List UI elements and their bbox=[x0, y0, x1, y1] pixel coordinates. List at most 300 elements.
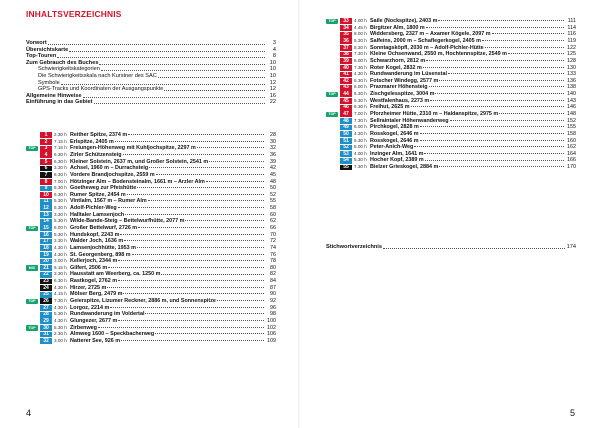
tour-number: 18 bbox=[40, 245, 52, 251]
tour-page: 28 bbox=[270, 132, 276, 139]
tour-number: 36 bbox=[340, 38, 352, 44]
tour-duration: 4.30 h bbox=[54, 317, 67, 323]
tour-entry[interactable] bbox=[326, 31, 576, 38]
tour-number: 43 bbox=[340, 85, 352, 91]
index-entry[interactable] bbox=[326, 244, 576, 251]
tour-page: 66 bbox=[270, 224, 276, 231]
leader-dots bbox=[69, 51, 265, 52]
tour-entry[interactable] bbox=[326, 111, 576, 118]
tour-page: 160 bbox=[567, 137, 576, 144]
leader-dots bbox=[482, 40, 564, 41]
tour-entry[interactable] bbox=[326, 64, 576, 71]
leader-dots bbox=[209, 161, 264, 162]
tour-entry[interactable] bbox=[26, 331, 276, 338]
tour-title: Gilfert, 2506 m bbox=[70, 264, 108, 271]
tour-page: 98 bbox=[270, 311, 276, 318]
tour-duration: 6.30 h bbox=[354, 77, 367, 83]
tour-number: 20 bbox=[40, 259, 52, 265]
tour-duration: 8.30 h bbox=[354, 44, 367, 50]
leader-dots bbox=[145, 313, 264, 314]
tour-number: 22 bbox=[40, 272, 52, 278]
tour-entry[interactable] bbox=[26, 232, 276, 239]
tour-duration: 6.30 h bbox=[54, 151, 67, 157]
tour-number: 29 bbox=[40, 318, 52, 324]
tour-title: Kleiner Solstein, 2637 m, und Großer Solstein, 2541 m bbox=[70, 158, 209, 165]
toc-entry-page: 12 bbox=[269, 79, 276, 86]
tour-number: 28 bbox=[40, 312, 52, 318]
tour-entry[interactable] bbox=[26, 291, 276, 298]
tour-title: Rundwanderung im Lüsenstal bbox=[370, 71, 447, 78]
tour-entry[interactable] bbox=[26, 318, 276, 325]
tour-title: Hundskopf, 2243 m bbox=[70, 231, 120, 238]
tour-duration: 2.30 h bbox=[54, 331, 67, 337]
leader-dots bbox=[423, 67, 564, 68]
tour-page: 100 bbox=[267, 317, 276, 324]
tour-duration: 5.30 h bbox=[54, 324, 67, 330]
tour-number: 33 bbox=[340, 18, 352, 24]
tour-page: 60 bbox=[270, 211, 276, 218]
tour-duration: 6.15 h bbox=[54, 264, 67, 270]
index-page: 174 bbox=[566, 244, 576, 250]
tour-page: 140 bbox=[567, 91, 576, 98]
tour-title: Wilde-Bande-Steig – Bettelwurfhütte, 2077 m bbox=[70, 218, 185, 225]
tour-duration: 3.00 h bbox=[54, 337, 67, 343]
tour-title: Achsel, 1960 m – Durrachsteig bbox=[70, 165, 149, 172]
tour-duration: 6.00 h bbox=[354, 57, 367, 63]
leader-dots bbox=[155, 333, 264, 334]
toc-entry[interactable] bbox=[26, 86, 276, 93]
leader-dots bbox=[98, 327, 264, 328]
tour-duration: 3.30 h bbox=[54, 271, 67, 277]
tour-entry[interactable] bbox=[26, 285, 276, 292]
tour-entry[interactable] bbox=[26, 338, 276, 345]
leader-dots bbox=[156, 174, 264, 175]
tour-duration: 4.30 h bbox=[54, 304, 67, 310]
tour-duration: 3.30 h bbox=[54, 211, 67, 217]
tour-page: 155 bbox=[567, 124, 576, 131]
tour-title: Glungezer, 2677 m bbox=[70, 317, 118, 324]
tour-entry[interactable] bbox=[326, 18, 576, 25]
tour-entry[interactable] bbox=[26, 265, 276, 272]
tour-title: Widdersberg, 2327 m – Axamer Kögele, 2097 m bbox=[370, 31, 491, 38]
leader-dots bbox=[430, 100, 564, 101]
toc-entry[interactable] bbox=[26, 93, 276, 100]
tour-entry[interactable] bbox=[326, 144, 576, 151]
tour-entry[interactable] bbox=[26, 205, 276, 212]
tour-page: 164 bbox=[567, 150, 576, 157]
tour-number: 14 bbox=[40, 219, 52, 225]
leader-dots bbox=[120, 234, 264, 235]
tour-page: 109 bbox=[267, 337, 276, 344]
tour-number: 45 bbox=[340, 98, 352, 104]
tour-entry[interactable] bbox=[26, 139, 276, 146]
tour-entry[interactable] bbox=[326, 91, 576, 98]
tour-page: 72 bbox=[270, 238, 276, 245]
tour-duration: 4.15 h bbox=[54, 291, 67, 297]
tour-title: Zischgelesspitze, 3004 m bbox=[370, 91, 435, 98]
tour-title: Salfeins, 2000 m – Schaflegerkogel, 2405 m bbox=[370, 37, 481, 44]
right-page bbox=[300, 0, 600, 428]
tour-page: 87 bbox=[270, 284, 276, 291]
leader-dots bbox=[101, 70, 265, 71]
tour-title: Bielzer Grieskogel, 2884 m bbox=[370, 164, 439, 171]
toc-entry-title: Einführung in das Gebiet bbox=[26, 99, 93, 106]
tour-title: Hausstatt am Weerberg, ca. 1250 m bbox=[70, 271, 161, 278]
leader-dots bbox=[217, 300, 264, 301]
tour-entry[interactable] bbox=[26, 152, 276, 159]
tour-duration: 4.30 h bbox=[54, 251, 67, 257]
tour-number: 25 bbox=[40, 292, 52, 298]
leader-dots bbox=[439, 166, 564, 167]
tour-title: Reither Spitze, 2374 m bbox=[70, 132, 128, 139]
top-badge: TOP bbox=[326, 92, 338, 97]
tour-entry[interactable] bbox=[26, 252, 276, 259]
leader-dots bbox=[110, 307, 264, 308]
tour-duration: 7.30 h bbox=[354, 51, 367, 57]
tour-page: 128 bbox=[567, 57, 576, 64]
leader-dots bbox=[124, 240, 264, 241]
tour-title: Kleine Ochsenwand, 2550 m, Hochtennspitze, 2549 m bbox=[370, 51, 507, 58]
toc-entry-page: 8 bbox=[272, 53, 276, 60]
tour-number: 48 bbox=[340, 118, 352, 124]
leader-dots bbox=[450, 120, 565, 121]
tour-number: 6 bbox=[40, 166, 52, 172]
toc-entry-title: Symbole bbox=[38, 79, 60, 86]
tour-number: 17 bbox=[40, 239, 52, 245]
leader-dots bbox=[164, 90, 265, 91]
tour-entry[interactable] bbox=[326, 131, 576, 138]
tour-entry[interactable] bbox=[26, 145, 276, 152]
tour-entry[interactable] bbox=[26, 278, 276, 285]
tour-page: 133 bbox=[567, 71, 576, 78]
tour-duration: 3.30 h bbox=[54, 238, 67, 244]
tour-list-right bbox=[326, 18, 576, 171]
toc-entry[interactable] bbox=[26, 73, 276, 80]
tour-entry[interactable] bbox=[26, 298, 276, 305]
tour-duration: 3.00 h bbox=[54, 258, 67, 264]
leader-dots bbox=[125, 214, 264, 215]
tour-title: Halltaler Lamsenjoch bbox=[70, 211, 125, 218]
top-badge: TOP bbox=[26, 325, 38, 330]
tour-page: 76 bbox=[270, 251, 276, 258]
tour-page: 96 bbox=[270, 304, 276, 311]
tour-number: 26 bbox=[40, 298, 52, 304]
leader-dots bbox=[485, 47, 564, 48]
tour-entry[interactable] bbox=[326, 118, 576, 125]
toc-entry[interactable] bbox=[26, 47, 276, 54]
tour-page: 80 bbox=[270, 264, 276, 271]
toc-entry-title: Allgemeine Hinweise bbox=[26, 92, 82, 99]
tour-duration: 4.30 h bbox=[354, 130, 367, 136]
leader-dots bbox=[94, 103, 265, 104]
tour-duration: 6.00 h bbox=[354, 124, 367, 130]
leader-dots bbox=[118, 207, 264, 208]
tour-entry[interactable] bbox=[26, 305, 276, 312]
tour-number: 38 bbox=[340, 52, 352, 58]
tour-number: 9 bbox=[40, 186, 52, 192]
tour-title: St. Georgenberg, 898 m bbox=[70, 251, 131, 258]
tour-title: Freiungen-Höhenweg mit Kuhljochspitze, 2297 m bbox=[70, 145, 196, 152]
tour-entry[interactable] bbox=[326, 38, 576, 45]
tour-entry[interactable] bbox=[326, 71, 576, 78]
leader-dots bbox=[137, 187, 264, 188]
toc-entry-page: 22 bbox=[269, 99, 276, 106]
tour-page: 90 bbox=[270, 291, 276, 298]
toc-entry[interactable] bbox=[26, 60, 276, 67]
tour-title: Hirzer, 2725 m bbox=[70, 284, 107, 291]
tour-number: 19 bbox=[40, 252, 52, 258]
tour-entry[interactable] bbox=[26, 132, 276, 139]
tour-number: 50 bbox=[340, 131, 352, 137]
tour-duration: 5.30 h bbox=[354, 37, 367, 43]
tour-title: Großer Bettelwurf, 2726 m bbox=[70, 224, 138, 231]
tour-title: Zirbenweg bbox=[70, 324, 97, 331]
leader-dots bbox=[148, 200, 264, 201]
top-badge: TOP bbox=[26, 226, 38, 231]
tour-title: Freihut, 2625 m bbox=[370, 104, 410, 111]
tour-title: Hötzinger Alm – Bodensteinalm, 1661 m – Arzler Alm bbox=[70, 178, 205, 185]
tour-entry[interactable] bbox=[26, 258, 276, 265]
tour-number: 31 bbox=[40, 332, 52, 338]
tour-entry[interactable] bbox=[26, 172, 276, 179]
tour-title: Mölser Berg, 2479 m bbox=[70, 291, 123, 298]
toc-entry-title: GPS-Tracks und Koordinaten der Ausgangspunkte bbox=[38, 86, 164, 93]
tour-title: Schwarzhorn, 2812 m bbox=[370, 57, 426, 64]
leader-dots bbox=[420, 133, 564, 134]
tour-duration: 5.30 h bbox=[354, 97, 367, 103]
leader-dots bbox=[107, 287, 264, 288]
tour-number: 41 bbox=[340, 72, 352, 78]
tour-entry[interactable] bbox=[26, 185, 276, 192]
page-number-left: 4 bbox=[26, 408, 32, 418]
leader-dots bbox=[438, 20, 564, 21]
top-badge: TOP bbox=[26, 299, 38, 304]
leader-dots bbox=[123, 293, 264, 294]
tour-duration: 7.00 h bbox=[354, 110, 367, 116]
tour-entry[interactable] bbox=[326, 157, 576, 164]
tour-duration: 8.00 h bbox=[354, 31, 367, 37]
tour-title: Geierspitze, Lizumer Reckner, 2886 m, und Sonnenspitze bbox=[70, 298, 216, 305]
toc-entry-title: Vorwort bbox=[26, 40, 47, 46]
tour-duration: 6.30 h bbox=[354, 91, 367, 97]
tour-duration: 4.45 h bbox=[354, 24, 367, 30]
tour-entry[interactable] bbox=[26, 311, 276, 318]
tour-page: 148 bbox=[567, 110, 576, 117]
leader-dots bbox=[118, 320, 264, 321]
leader-dots bbox=[128, 134, 264, 135]
tour-entry[interactable] bbox=[26, 218, 276, 225]
tour-number: 34 bbox=[340, 25, 352, 31]
tour-duration: 6.30 h bbox=[54, 158, 67, 164]
tour-title: Pforzheimer Hütte, 2310 m – Haldanspitze, 2975 m bbox=[370, 110, 499, 117]
tour-page: 125 bbox=[567, 51, 576, 58]
tour-page: 50 bbox=[270, 185, 276, 192]
tour-title: Walder Joch, 1636 m bbox=[70, 238, 124, 245]
tour-page: 36 bbox=[270, 151, 276, 158]
leader-dots bbox=[108, 267, 264, 268]
tour-entry[interactable] bbox=[326, 45, 576, 52]
tour-entry[interactable] bbox=[326, 138, 576, 145]
tour-entry[interactable] bbox=[26, 192, 276, 199]
tour-number: 53 bbox=[340, 151, 352, 157]
tour-entry[interactable] bbox=[326, 78, 576, 85]
tour-page: 106 bbox=[267, 331, 276, 338]
tour-page: 55 bbox=[270, 198, 276, 205]
tour-entry[interactable] bbox=[326, 164, 576, 171]
tour-page: 166 bbox=[567, 157, 576, 164]
tour-number: 21 bbox=[40, 265, 52, 271]
tour-entry[interactable] bbox=[326, 151, 576, 158]
leader-dots bbox=[426, 60, 564, 61]
tour-page: 116 bbox=[567, 31, 576, 38]
tour-page: 92 bbox=[270, 298, 276, 305]
leader-dots bbox=[499, 113, 564, 114]
tour-entry[interactable] bbox=[26, 212, 276, 219]
tour-title: Inzinger Alm, 1641 m bbox=[370, 150, 424, 157]
toc-entry-page: 12 bbox=[269, 86, 276, 93]
leader-dots bbox=[508, 53, 564, 54]
tour-number: 30 bbox=[40, 325, 52, 331]
tour-duration: 3.30 h bbox=[54, 165, 67, 171]
tour-entry[interactable] bbox=[326, 58, 576, 65]
tour-page: 84 bbox=[270, 278, 276, 285]
leader-dots bbox=[448, 73, 564, 74]
tour-duration: 7.00 h bbox=[54, 178, 67, 184]
tour-number: 46 bbox=[340, 105, 352, 111]
tour-page: 70 bbox=[270, 231, 276, 238]
tour-number: 5 bbox=[40, 159, 52, 165]
leader-dots bbox=[158, 77, 265, 78]
tour-number: 42 bbox=[340, 78, 352, 84]
leader-dots bbox=[161, 274, 264, 275]
tour-duration: 5.30 h bbox=[54, 231, 67, 237]
tour-number: 15 bbox=[40, 225, 52, 231]
tour-title: Almweg 1600 – Speckbacherweg bbox=[70, 331, 155, 338]
tour-page: 114 bbox=[567, 24, 576, 31]
tour-number: 7 bbox=[40, 172, 52, 178]
tour-duration: 5.30 h bbox=[354, 157, 367, 163]
tour-page: 78 bbox=[270, 258, 276, 265]
toc-entry[interactable] bbox=[26, 66, 276, 73]
toc-entry-title: Die Schwierigkeitsskala nach Kurstner des SAC bbox=[38, 72, 157, 79]
tour-duration: 6.00 h bbox=[54, 224, 67, 230]
tour-number: 12 bbox=[40, 205, 52, 211]
leader-dots bbox=[138, 227, 264, 228]
leader-dots bbox=[123, 154, 264, 155]
tour-entry[interactable] bbox=[26, 225, 276, 232]
tour-title: Lorgoz, 2214 m bbox=[70, 304, 110, 311]
toc-entry-page: 4 bbox=[272, 46, 276, 53]
leader-dots bbox=[383, 248, 565, 249]
tour-title: Vordere Brandjochspitze, 2559 m bbox=[70, 171, 155, 178]
toc-entry[interactable] bbox=[26, 40, 276, 47]
tour-page: 136 bbox=[567, 77, 576, 84]
toc-entry-page: 10 bbox=[269, 59, 276, 66]
leader-dots bbox=[149, 167, 264, 168]
tour-title: Westfalenhaus, 2273 m bbox=[370, 97, 430, 104]
tour-duration: 4.00 h bbox=[354, 18, 367, 24]
tour-number: 37 bbox=[340, 45, 352, 51]
tour-entry[interactable] bbox=[326, 84, 576, 91]
tour-page: 48 bbox=[270, 178, 276, 185]
tour-entry[interactable] bbox=[326, 124, 576, 131]
leader-dots bbox=[426, 27, 564, 28]
tour-title: Rundwanderung im Voldertal bbox=[70, 311, 145, 318]
toc-entry-page: 3 bbox=[272, 40, 276, 46]
tour-entry[interactable] bbox=[26, 325, 276, 332]
toc-entry[interactable] bbox=[26, 99, 276, 106]
tour-page: 158 bbox=[567, 130, 576, 137]
tour-entry[interactable] bbox=[26, 245, 276, 252]
toc-entry-page: 10 bbox=[269, 72, 276, 79]
tour-title: Rosskogel, 2646 m bbox=[370, 130, 419, 137]
tour-page: 143 bbox=[567, 97, 576, 104]
tour-duration: 2.30 h bbox=[54, 132, 67, 138]
tour-title: Goetheweg zur Pfeishütte bbox=[70, 185, 137, 192]
tour-page: 42 bbox=[270, 165, 276, 172]
tour-number: 4 bbox=[40, 152, 52, 158]
page-number-right: 5 bbox=[570, 408, 576, 418]
leader-dots bbox=[118, 280, 264, 281]
tour-number: 55 bbox=[340, 165, 352, 171]
tour-entry[interactable] bbox=[26, 238, 276, 245]
leader-dots bbox=[127, 194, 264, 195]
tour-page: 58 bbox=[270, 205, 276, 212]
toc-entry[interactable] bbox=[26, 53, 276, 60]
leader-dots bbox=[83, 97, 265, 98]
tour-duration: 7.30 h bbox=[354, 117, 367, 123]
tour-entry[interactable] bbox=[26, 165, 276, 172]
tour-duration: 5.30 h bbox=[54, 198, 67, 204]
toc-entry[interactable] bbox=[26, 80, 276, 87]
leader-dots bbox=[411, 106, 564, 107]
toc-heading: INHALTSVERZEICHNIS bbox=[26, 9, 122, 19]
leader-dots bbox=[99, 64, 265, 65]
tour-entry[interactable] bbox=[326, 98, 576, 105]
toc-entry-page: 16 bbox=[269, 92, 276, 99]
leader-dots bbox=[48, 44, 265, 45]
leader-dots bbox=[414, 146, 564, 147]
tour-entry[interactable] bbox=[26, 178, 276, 185]
tour-title: Pirchkogel, 2828 m bbox=[370, 124, 419, 131]
tour-entry[interactable] bbox=[326, 51, 576, 58]
tour-number: 27 bbox=[40, 305, 52, 311]
tour-title: Rosskogel, 2646 m bbox=[370, 137, 419, 144]
tour-entry[interactable] bbox=[26, 159, 276, 166]
tour-entry[interactable] bbox=[26, 198, 276, 205]
tour-number: 1 bbox=[40, 132, 52, 138]
toc-sections bbox=[26, 40, 276, 106]
tour-entry[interactable] bbox=[326, 25, 576, 32]
tour-page: 102 bbox=[267, 324, 276, 331]
tour-title: Adolf-Pichler-Weg bbox=[70, 205, 117, 212]
tour-number: 52 bbox=[340, 145, 352, 151]
tour-entry[interactable] bbox=[26, 271, 276, 278]
tour-page: 152 bbox=[567, 117, 576, 124]
tour-number: 10 bbox=[40, 192, 52, 198]
tour-page: 130 bbox=[567, 64, 576, 71]
tour-duration: 4.30 h bbox=[354, 71, 367, 77]
tour-page: 30 bbox=[270, 138, 276, 145]
tour-number: 47 bbox=[340, 111, 352, 117]
top-badge: TOP bbox=[326, 19, 338, 24]
tour-title: Saile (Nockspitze), 2403 m bbox=[370, 18, 438, 25]
leader-dots bbox=[424, 153, 564, 154]
tour-title: Natterer See, 926 m bbox=[70, 337, 121, 344]
leader-dots bbox=[435, 93, 564, 94]
tour-duration: 6.00 h bbox=[354, 84, 367, 90]
tour-entry[interactable] bbox=[326, 104, 576, 111]
